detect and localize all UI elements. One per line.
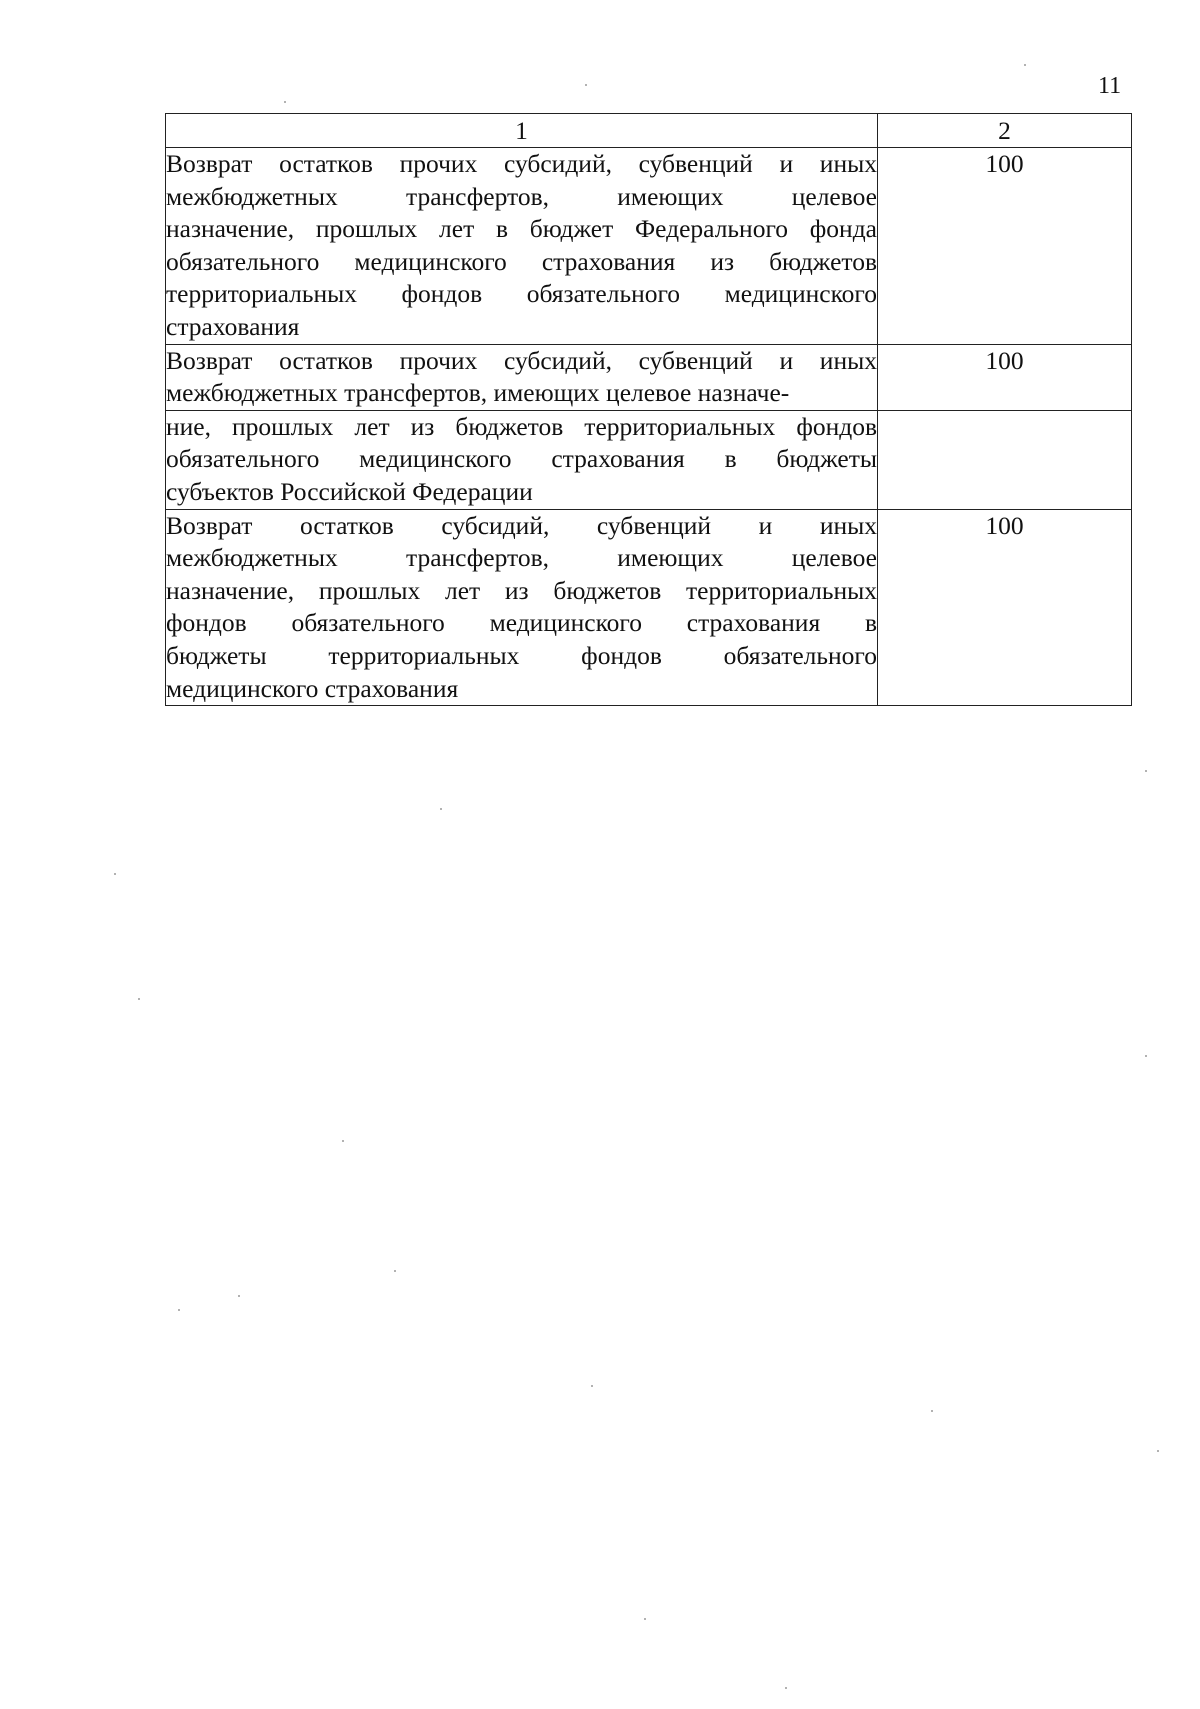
description-line: межбюджетных трансфертов, имеющих целевое назначе- [166,378,790,408]
scan-speck [785,1687,787,1689]
scan-speck [114,873,116,875]
description-line: назначение, прошлых лет из бюджетов территориальных [166,575,877,605]
table-row [166,509,1132,706]
description-line: фондов обязательного медицинского страхования в [166,608,877,638]
scan-speck [238,1295,240,1297]
table-row [166,148,1132,345]
scan-speck [440,808,442,810]
scan-speck [585,84,587,86]
scan-speck [1157,1450,1159,1452]
scan-speck [284,101,286,103]
row-value: 100 [878,148,1132,345]
row-value: 100 [878,344,1132,410]
description-line: Возврат остатков субсидий, субвенций и иных [166,510,877,540]
description-line: медицинского страхования [166,673,459,703]
scan-speck [342,1140,344,1142]
scan-speck [178,1309,180,1311]
scan-speck [394,1270,396,1272]
description-line: межбюджетных трансфертов, имеющих целевое [166,181,877,211]
scan-speck [1145,1055,1147,1057]
scan-speck [1024,64,1026,66]
revenue-norms-table [165,113,1132,706]
description-line: территориальных фондов обязательного медицинского [166,279,877,309]
description-line: Возврат остатков прочих субсидий, субвенций и иных [166,345,877,375]
scan-speck [138,998,140,1000]
table-header-row [166,114,1132,148]
description-line: назначение, прошлых лет в бюджет Федерального фонда [166,214,877,244]
scan-speck [1145,770,1147,772]
row-description [166,148,878,345]
column-header-1: 1 [166,114,878,148]
scan-speck [644,1618,646,1620]
description-line: межбюджетных трансфертов, имеющих целевое [166,543,877,573]
description-line: обязательного медицинского страхования в бюджеты [166,444,877,474]
scan-speck [931,1410,933,1412]
row-description [166,509,878,706]
description-line: обязательного медицинского страхования из бюджетов [166,246,877,276]
scan-speck [591,1385,593,1387]
table-row [166,410,1132,509]
column-header-2: 2 [878,114,1132,148]
table-row [166,344,1132,410]
description-line: страхования [166,311,300,341]
row-description [166,344,878,410]
description-line: ние, прошлых лет из бюджетов территориальных фондов [166,411,877,441]
row-description [166,410,878,509]
description-line: бюджеты территориальных фондов обязательного [166,640,877,670]
page-number: 11 [1098,73,1122,99]
description-line: Возврат остатков прочих субсидий, субвенций и иных [166,149,877,178]
row-value: 100 [878,509,1132,706]
description-line: субъектов Российской Федерации [166,476,533,506]
row-value [878,410,1132,509]
